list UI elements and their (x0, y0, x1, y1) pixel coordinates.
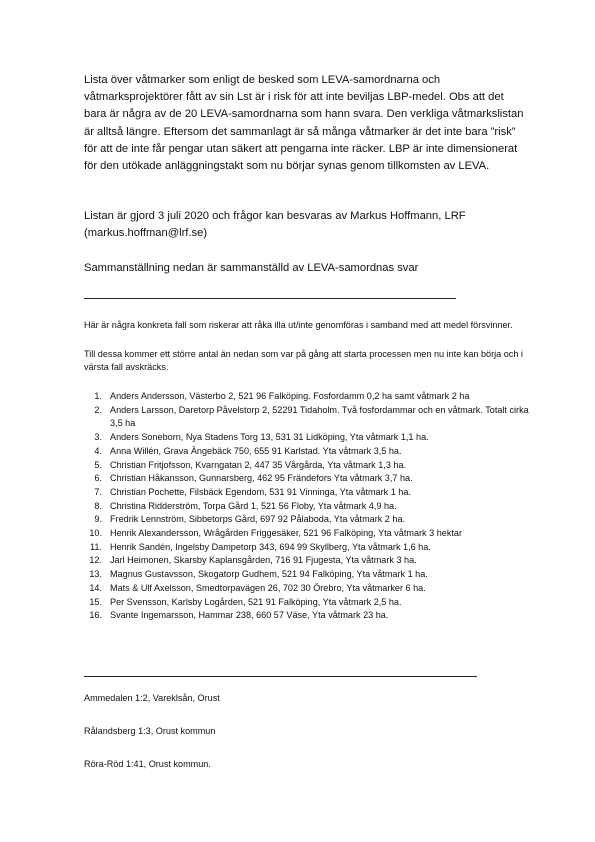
list-number: 5. (94, 459, 102, 470)
list-number: 8. (94, 500, 102, 511)
list-text: Per Svensson, Karlsby Logården, 521 91 Falköping, Yta våtmark 2,5 ha. (110, 596, 402, 607)
list-text: Svante Ingemarsson, Hammar 238, 660 57 Väse, Yta våtmark 23 ha. (110, 610, 389, 621)
list-text: Christian Pochette, Filsbäck Egendom, 531 91 Vinninga, Yta våtmark 1 ha. (110, 486, 411, 497)
list-item (84, 527, 529, 541)
list-text: Jarl Heimonen, Skarsby Kaplansgården, 716 91 Fjugesta, Yta våtmark 3 ha. (110, 555, 417, 566)
list-text: Anders Larsson, Daretorp Påvelstorp 2, 52291 Tidaholm. Två fosfordammar och en våtmark. Totalt cirka 3,5 ha (110, 404, 529, 429)
place-entry: Rålandsberg 1:3, Orust kommun (84, 726, 216, 736)
list-number: 14. (89, 582, 102, 593)
list-item (84, 541, 529, 555)
list-number: 7. (94, 486, 102, 497)
place-entry: Röra-Röd 1:41, Orust kommun. (84, 759, 211, 769)
list-item (84, 431, 529, 445)
list-text: Mats & Ulf Axelsson, Smedtorpavägen 26, 702 30 Örebro, Yta våtmarker 6 ha. (110, 582, 426, 593)
list-number: 9. (94, 514, 102, 525)
list-text: Christian Håkansson, Gunnarsberg, 462 95 Frändefors Yta våtmark 3,7 ha. (110, 473, 413, 484)
list-item (84, 500, 529, 514)
list-item (84, 486, 529, 500)
list-number: 10. (89, 528, 102, 539)
place-entry: Ammedalen 1:2, Vareklsån, Orust (84, 693, 220, 703)
intro-paragraph: Lista över våtmarker som enligt de besked som LEVA-samordnarna och våtmarksprojektörer fått av sin Lst är i risk för att inte beviljas LBP-medel. Obs att det bara är några av de 20 LEVA-samordnarna som hann svara. Den verkliga våtmarkslistan är alltså längre. Eftersom det sammanlagt är så många våtmarker är det inte bara ”risk” för att de inte får pengar utan säkert att pengarna inte räcker. LBP är inte dimensionerat för den utökade anläggningstakt som nu börjar synas genom tillkomsten av LEVA. (84, 74, 524, 173)
list-number: 12. (89, 555, 102, 566)
list-number: 6. (94, 473, 102, 484)
list-item (84, 404, 529, 431)
list-item (84, 513, 529, 527)
source-paragraph: Listan är gjord 3 juli 2020 och frågor kan besvaras av Markus Hoffmann, LRF (markus.hoffman@lrf.se) (84, 210, 466, 240)
list-text: Anders Soneborn, Nya Stadens Torg 13, 531 31 Lidköping, Yta våtmark 1,1 ha. (110, 432, 429, 443)
list-item (84, 582, 529, 596)
summary-paragraph: Sammanställning nedan är sammanställd av LEVA-samordnas svar (84, 262, 419, 274)
list-text: Fredrik Lennström, Sibbetorps Gård, 697 92 Pålaboda, Yta våtmark 2 ha. (110, 514, 406, 525)
list-item (84, 472, 529, 486)
list-text: Henrik Sandén, Ingelsby Dampetorp 343, 694 99 Skyllberg, Yta våtmark 1,6 ha. (110, 541, 431, 552)
list-item (84, 459, 529, 473)
list-text: Henrik Alexandersson, Wrågården Friggesäker, 521 96 Falköping, Yta våtmark 3 hektar (110, 528, 462, 539)
list-text: Christian Fritjofsson, Kvarngatan 2, 447 35 Vårgårda, Yta våtmark 1,3 ha. (110, 459, 407, 470)
list-number: 15. (89, 596, 102, 607)
list-item (84, 596, 529, 610)
list-item (84, 568, 529, 582)
list-number: 13. (89, 569, 102, 580)
list-text: Anders Andersson, Västerbo 2, 521 96 Falköping. Fosfordamm 0,2 ha samt våtmark 2 ha (110, 391, 470, 401)
list-item (84, 554, 529, 568)
note-paragraph: Till dessa kommer ett större antal än nedan som var på gång att starta processen men nu inte kan börja och i värsta fall avskräcks. (84, 349, 523, 372)
list-number: 1. (94, 391, 102, 401)
separator-line (84, 676, 477, 677)
list-item (84, 390, 529, 404)
list-number: 4. (94, 445, 102, 456)
list-number: 11. (90, 541, 102, 552)
list-text: Christina Ridderström, Torpa Gård 1, 521 56 Floby, Yta våtmark 4,9 ha. (110, 500, 397, 511)
note-paragraph: Här är några konkreta fall som riskerar att råka illa ut/inte genomföras i samband med att medel försvinner. (84, 320, 513, 330)
list-item (84, 609, 529, 623)
separator-line (84, 298, 456, 299)
list-number: 16. (89, 610, 102, 621)
list-text: Anna Willén, Grava Ängebäck 750, 655 91 Karlstad. Yta våtmark 3,5 ha. (110, 445, 402, 456)
wetland-list (84, 390, 529, 623)
list-text: Magnus Gustavsson, Skogatorp Gudhem, 521 94 Falköping, Yta våtmark 1 ha. (110, 569, 428, 580)
list-item (84, 445, 529, 459)
list-number: 2. (94, 404, 102, 415)
list-number: 3. (94, 432, 102, 443)
